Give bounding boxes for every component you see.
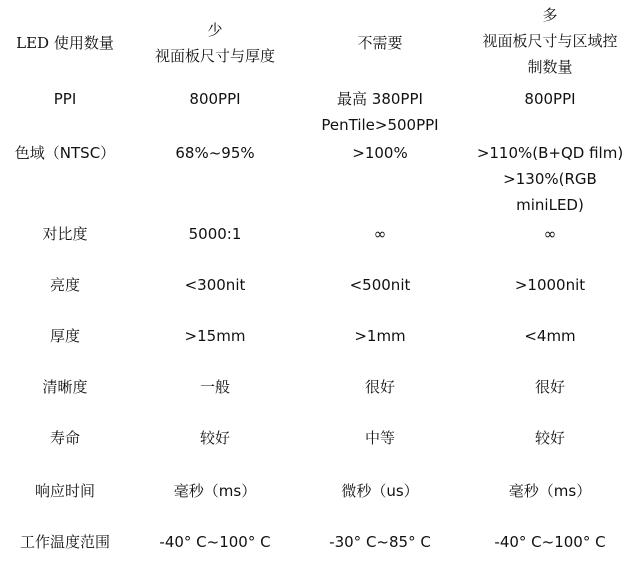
cell-col3: [460, 425, 640, 451]
cell-col3: [460, 374, 640, 400]
cell-col1: [130, 425, 300, 451]
cell-col1: [130, 140, 300, 166]
cell-line: ∞: [543, 225, 557, 243]
cell-line: 毫秒（ms）: [173, 482, 257, 500]
cell-line: -30° C~85° C: [329, 533, 431, 551]
cell-col2: [300, 30, 460, 56]
cell-line: -40° C~100° C: [159, 533, 271, 551]
cell-line: 不需要: [357, 34, 403, 52]
cell-col3: [460, 221, 640, 247]
cell-line: 很好: [534, 378, 565, 396]
cell-col2: [300, 221, 460, 247]
cell-line: >130%(RGB: [503, 170, 597, 188]
cell-line: 多: [542, 6, 558, 24]
cell-line: 微秒（us）: [341, 482, 419, 500]
cell-col2: [300, 374, 460, 400]
cell-line: 较好: [199, 429, 230, 447]
row-label: 响应时间: [34, 482, 95, 500]
cell-line: 少: [207, 21, 223, 39]
cell-line: <500nit: [349, 276, 411, 294]
cell-col1: [130, 323, 300, 349]
cell-line: 800PPI: [189, 90, 241, 108]
cell-line: -40° C~100° C: [494, 533, 606, 551]
cell-col1: [130, 374, 300, 400]
row-label: PPI: [53, 90, 77, 108]
cell-col2: [300, 323, 460, 349]
cell-line: 视面板尺寸与厚度: [154, 47, 275, 65]
cell-col1: [130, 221, 300, 247]
cell-col2: [300, 272, 460, 298]
cell-col1: [130, 86, 300, 112]
cell-col2: [300, 478, 460, 504]
cell-line: >100%: [352, 144, 408, 162]
row-label: 寿命: [49, 429, 80, 447]
cell-line: >15mm: [184, 327, 246, 345]
row-label: 清晰度: [42, 378, 88, 396]
row-ppi: [0, 86, 640, 138]
row-led-count: [0, 0, 640, 86]
cell-line: >1mm: [354, 327, 406, 345]
cell-col1: [130, 17, 300, 69]
cell-line: 很好: [364, 378, 395, 396]
cell-line: 一般: [199, 378, 230, 396]
cell-line: 较好: [534, 429, 565, 447]
cell-col2: [300, 425, 460, 451]
row-label: 厚度: [49, 327, 80, 345]
row-label: 对比度: [42, 225, 88, 243]
cell-col1: [130, 478, 300, 504]
cell-col1: [130, 272, 300, 298]
cell-line: 制数量: [527, 58, 573, 76]
cell-line: >1000nit: [514, 276, 586, 294]
row-contrast: [0, 221, 640, 249]
cell-col1: [130, 529, 300, 555]
row-brightness: [0, 272, 640, 300]
cell-col3: [460, 478, 640, 504]
cell-line: ∞: [373, 225, 387, 243]
cell-line: 中等: [364, 429, 395, 447]
row-lifespan: [0, 425, 640, 453]
row-thickness: [0, 323, 640, 351]
row-label: 色域（NTSC）: [14, 144, 116, 162]
row-response: [0, 478, 640, 506]
row-gamut: [0, 140, 640, 218]
cell-line: miniLED): [516, 196, 584, 214]
cell-line: <300nit: [184, 276, 246, 294]
cell-col3: [460, 323, 640, 349]
row-label: 亮度: [49, 276, 80, 294]
cell-col3: [460, 86, 640, 112]
cell-line: >110%(B+QD film): [476, 144, 624, 162]
cell-col3: [460, 140, 640, 218]
row-label: LED 使用数量: [16, 34, 114, 52]
cell-line: 最高 380PPI: [337, 90, 423, 108]
cell-col3: [460, 529, 640, 555]
cell-col2: [300, 140, 460, 166]
row-temperature: [0, 529, 640, 557]
cell-line: 68%~95%: [175, 144, 255, 162]
row-clarity: [0, 374, 640, 402]
cell-col3: [460, 272, 640, 298]
cell-col3: [460, 2, 640, 80]
cell-line: 5000:1: [188, 225, 242, 243]
cell-col2: [300, 86, 460, 138]
cell-col2: [300, 529, 460, 555]
cell-line: <4mm: [524, 327, 576, 345]
cell-line: 毫秒（ms）: [508, 482, 592, 500]
cell-line: PenTile>500PPI: [321, 116, 439, 134]
cell-line: 视面板尺寸与区域控: [482, 32, 618, 50]
cell-line: 800PPI: [524, 90, 576, 108]
row-label: 工作温度范围: [19, 533, 110, 551]
